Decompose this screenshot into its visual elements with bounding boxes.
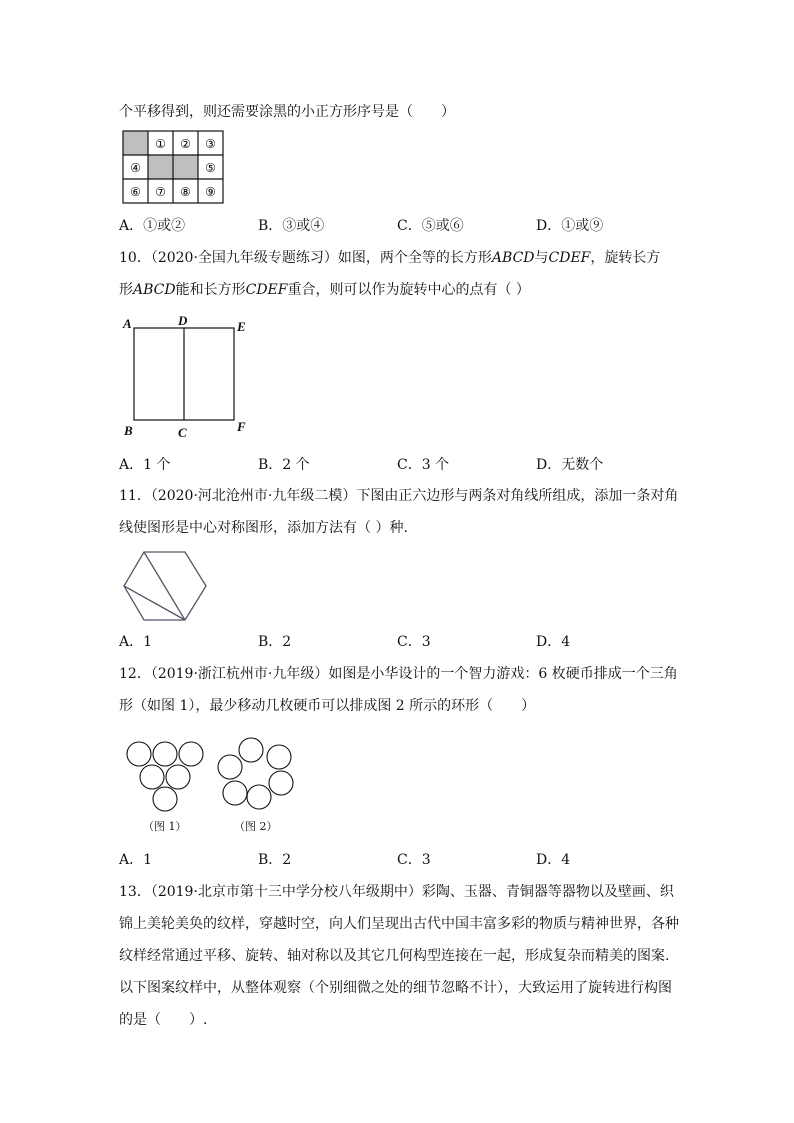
q12-coin-triangle-figure	[126, 741, 206, 813]
q11-option-d[interactable]: D．4	[536, 634, 571, 650]
diagonal-2	[124, 586, 185, 620]
grid-cell-r3c3: ⑧	[180, 185, 191, 199]
grid-cell-r1c2: ①	[155, 137, 166, 151]
diagonal-1	[144, 552, 185, 620]
q9-option-b[interactable]: B．③或④	[258, 218, 325, 234]
label-e: E	[237, 319, 246, 334]
grid-cell-r2c4: ⑤	[205, 161, 216, 175]
q9-option-d[interactable]: D．①或⑨	[536, 218, 604, 234]
coin	[267, 745, 291, 769]
coin	[223, 781, 247, 805]
coin	[239, 738, 263, 762]
label-b: B	[124, 423, 133, 438]
q10-text-line1: 10．（2020·全国九年级专题练习）如图，两个全等的长方形ABCD与CDEF，旋转长方	[119, 250, 661, 266]
coin	[166, 765, 190, 789]
label-a: A	[123, 316, 132, 331]
coin	[153, 787, 177, 811]
q12-coin-ring-figure	[216, 737, 296, 813]
coin	[140, 765, 164, 789]
q10-option-d[interactable]: D．无数个	[536, 457, 604, 473]
coin	[247, 785, 271, 809]
label-f: F	[237, 419, 246, 434]
q11-option-b[interactable]: B．2	[258, 634, 292, 650]
q11-option-c[interactable]: C．3	[397, 634, 431, 650]
coin	[269, 771, 293, 795]
q10-rectangles-figure	[120, 314, 260, 439]
q9-grid-figure	[123, 131, 223, 206]
grid-cell-r1c3: ②	[180, 137, 191, 151]
q13-text-line1: 13．（2019·北京市第十三中学分校八年级期中）彩陶、玉器、青铜器等器物以及壁画、织	[119, 884, 674, 900]
q9-option-c[interactable]: C．⑤或⑥	[397, 218, 464, 234]
coin	[218, 755, 242, 779]
grid-cell-r1c4: ③	[205, 137, 216, 151]
q11-text-line1: 11．（2020·河北沧州市·九年级二模）下图由正六边形与两条对角线所组成，添加一条对角	[119, 488, 679, 504]
coin	[179, 742, 203, 766]
label-d: D	[178, 313, 188, 328]
q10-text-line2: 形ABCD能和长方形CDEF重合，则可以作为旋转中心的点有（ ）	[119, 282, 530, 298]
q12-fig1-caption: （图 1）	[143, 820, 187, 833]
q12-option-b[interactable]: B．2	[258, 852, 292, 868]
q10-option-b[interactable]: B．2 个	[258, 457, 310, 473]
grid-cell-r3c2: ⑦	[155, 185, 166, 199]
q9-text-line1: 个平移得到，则还需要涂黑的小正方形序号是（ ）	[119, 104, 455, 120]
coin	[153, 742, 177, 766]
q12-text-line1: 12．（2019·浙江杭州市·九年级）如图是小华设计的一个智力游戏：6 枚硬币排成一个三角	[119, 666, 678, 682]
q12-option-d[interactable]: D．4	[536, 852, 571, 868]
coin	[127, 742, 151, 766]
q11-option-a[interactable]: A．1	[119, 634, 153, 650]
q13-text-line4: 以下图案纹样中，从整体观察（个别细微之处的细节忽略不计），大致运用了旋转进行构图	[119, 980, 672, 996]
q12-option-c[interactable]: C．3	[397, 852, 431, 868]
grid-cell-r2c1: ④	[130, 161, 141, 175]
q12-option-a[interactable]: A．1	[119, 852, 153, 868]
q13-text-line5: 的是（ ）.	[119, 1012, 208, 1028]
q13-text-line3: 纹样经常通过平移、旋转、轴对称以及其它几何构型连接在一起，形成复杂而精美的图案.	[119, 948, 670, 964]
q11-text-line2: 线使图形是中心对称图形，添加方法有（ ）种.	[119, 520, 408, 536]
grid-shaded-r1c1	[123, 131, 148, 155]
q9-option-a[interactable]: A．①或②	[119, 218, 186, 234]
grid-cell-r3c4: ⑨	[205, 185, 216, 199]
q10-option-c[interactable]: C．3 个	[397, 457, 450, 473]
grid-cell-r3c1: ⑥	[130, 185, 141, 199]
label-c: C	[178, 425, 187, 440]
grid-shaded-r2c2	[148, 155, 173, 179]
q10-option-a[interactable]: A．1 个	[119, 457, 171, 473]
grid-shaded-r2c3	[173, 155, 198, 179]
q13-text-line2: 锦上美轮美奂的纹样，穿越时空，向人们呈现出古代中国丰富多彩的物质与精神世界，各种	[119, 916, 679, 932]
q12-fig2-caption: （图 2）	[234, 820, 278, 833]
q11-hexagon-figure	[122, 550, 208, 624]
q12-text-line2: 形（如图 1），最少移动几枚硬币可以排成图 2 所示的环形（ ）	[119, 698, 536, 714]
